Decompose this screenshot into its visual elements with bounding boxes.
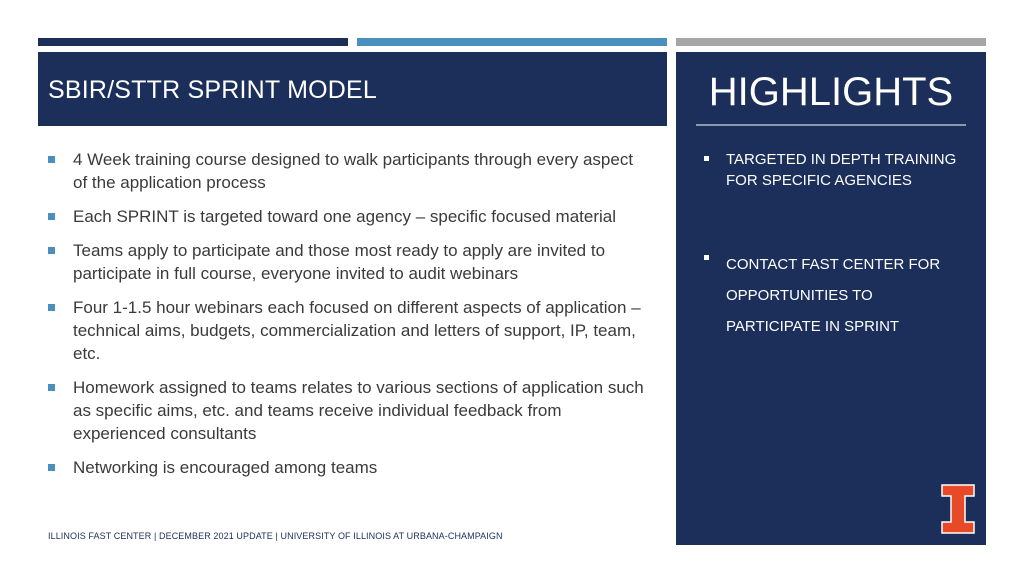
title-banner [38,52,667,126]
highlights-title: HIGHLIGHTS [708,70,954,114]
bullet-list [48,148,648,490]
bullet-item [48,205,648,228]
accent-bar-gray [676,38,986,46]
highlights-divider [696,124,966,126]
bullet-item [48,239,648,285]
bullet-item [48,148,648,194]
bullet-text: Teams apply to participate and those most ready to apply are invited to participate in full course, everyone invited to audit webinars [73,241,606,283]
bullet-text: Networking is encouraged among teams [73,458,378,477]
square-bullet-icon [48,156,55,163]
footer-text: ILLINOIS FAST CENTER | DECEMBER 2021 UPDATE | UNIVERSITY OF ILLINOIS AT URBANA-CHAMPAIGN [48,531,503,541]
accent-bar-blue [357,38,667,46]
bullet-text: Four 1-1.5 hour webinars each focused on different aspects of application – technical aims, budgets, commercialization and letters of support, IP, team, etc. [73,298,641,363]
square-bullet-icon [704,255,709,260]
bullet-item [48,456,648,479]
square-bullet-icon [48,247,55,254]
slide-title: SBIR/STTR SPRINT MODEL [48,76,377,104]
accent-bar-navy [38,38,348,46]
bullet-item [48,296,648,365]
bullet-text: Homework assigned to teams relates to various sections of application such as specific aims, etc. and teams receive individual feedback from experienced consultants [73,378,644,443]
highlights-panel [676,52,986,545]
square-bullet-icon [48,464,55,471]
bullet-item [48,376,648,445]
square-bullet-icon [48,304,55,311]
square-bullet-icon [48,213,55,220]
square-bullet-icon [48,384,55,391]
bullet-text: 4 Week training course designed to walk participants through every aspect of the application process [73,150,634,192]
illinois-block-i-logo [941,484,975,534]
bullet-text: Each SPRINT is targeted toward one agency – specific focused material [73,207,617,226]
highlight-text: TARGETED IN DEPTH TRAINING FOR SPECIFIC AGENCIES [726,151,957,189]
highlight-text: CONTACT FAST CENTER FOR OPPORTUNITIES TO PARTICIPATE IN SPRINT [726,256,941,335]
square-bullet-icon [704,156,709,161]
